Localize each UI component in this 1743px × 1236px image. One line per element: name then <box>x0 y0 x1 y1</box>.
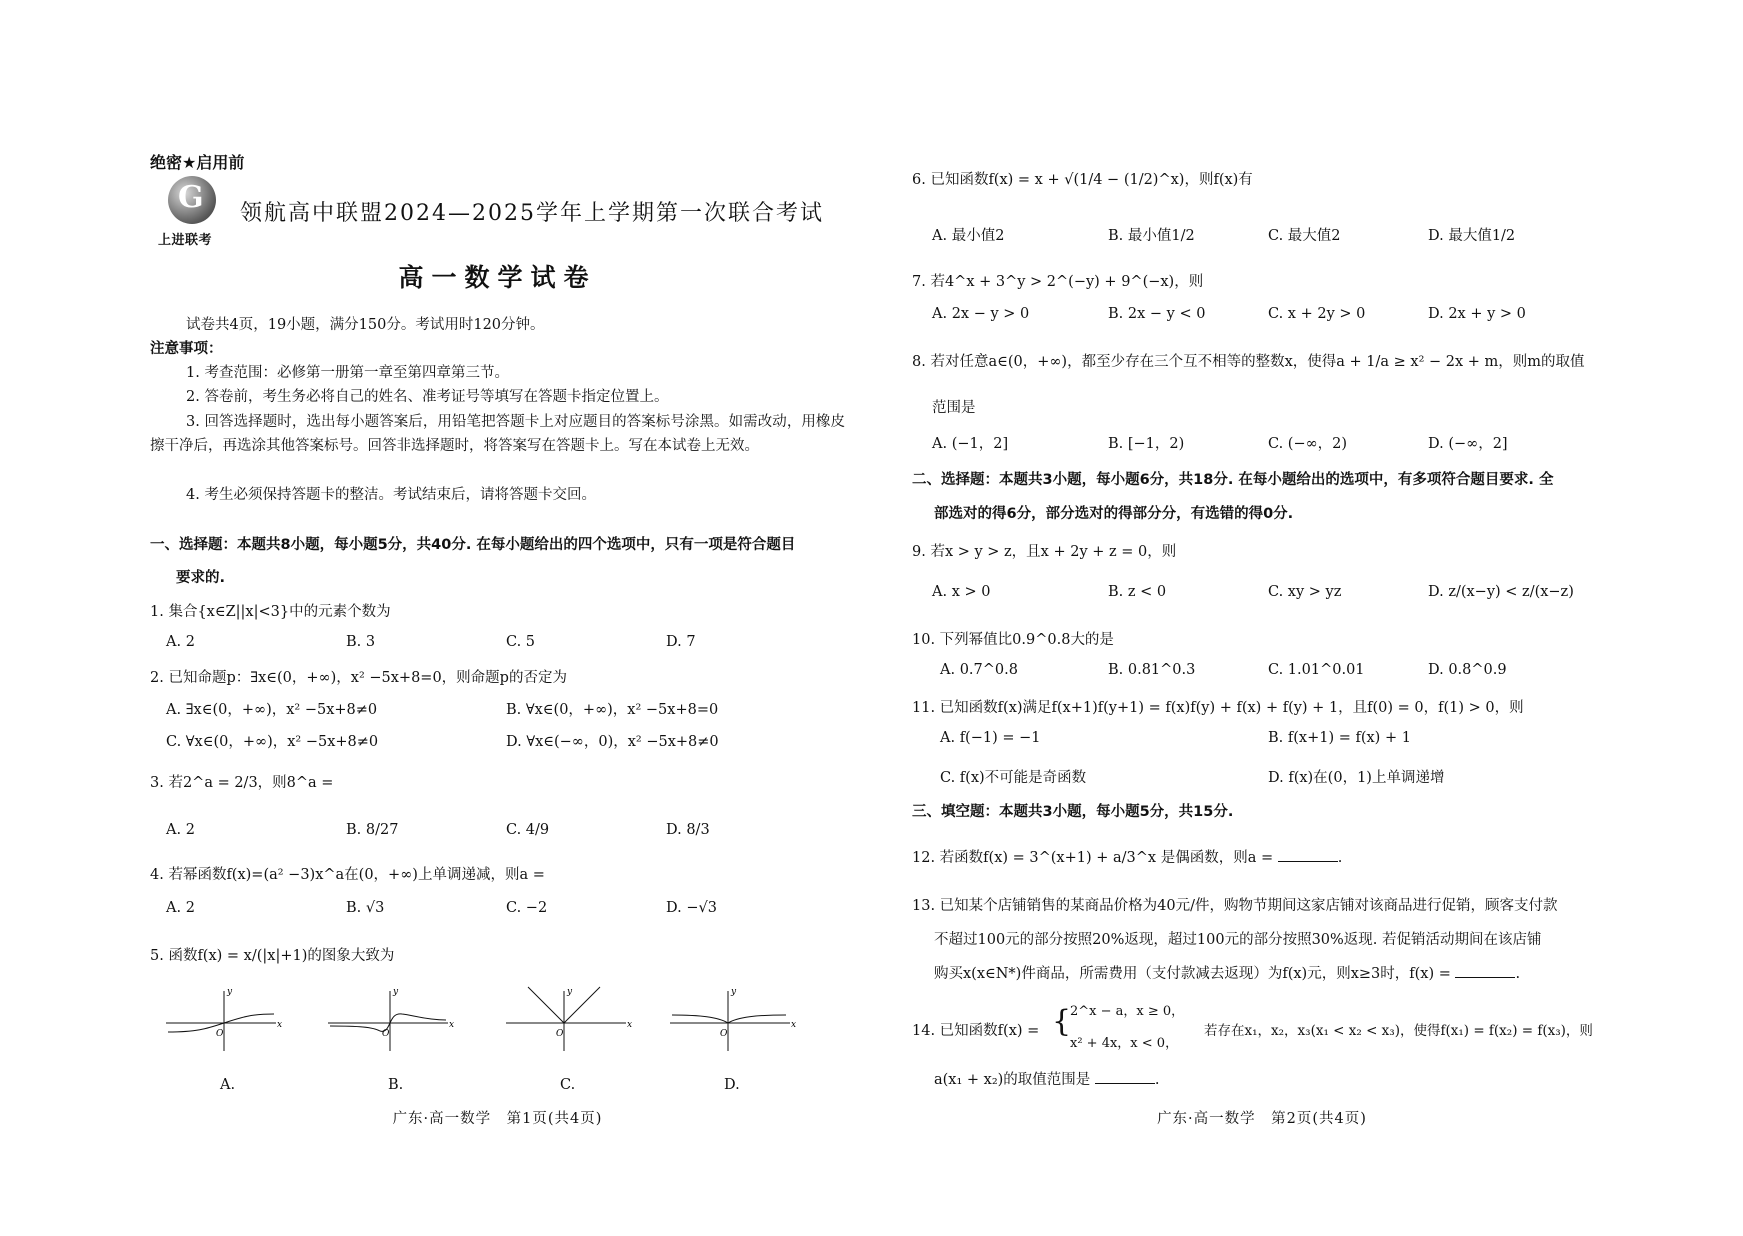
q4-option-b: B. √3 <box>346 900 385 916</box>
q10-option-c: C. 1.01^0.01 <box>1268 662 1365 678</box>
q1-option-a: A. 2 <box>166 634 195 650</box>
notice-item-4: 4. 考生必须保持答题卡的整洁。考试结束后，请将答题卡交回。 <box>186 487 596 503</box>
q4-option-c: C. −2 <box>506 900 548 916</box>
page-2-footer: 广东·高一数学 第2页(共4页) <box>1157 1111 1367 1127</box>
page-2 <box>912 0 1612 1236</box>
q10-option-a: A. 0.7^0.8 <box>940 662 1018 678</box>
q14-answer-blank <box>1095 1069 1155 1084</box>
subject-title: 高一数学试卷 <box>398 263 597 292</box>
question-12-text: 12. 若函数f(x) = 3^(x+1) + a/3^x 是偶函数，则a = <box>912 850 1274 866</box>
q9-option-d: D. z/(x−y) < z/(x−z) <box>1428 584 1574 600</box>
logo-glyph: G <box>178 180 204 215</box>
section-2-heading-cont: 部选对的得6分，部分选对的得部分分，有选错的得0分. <box>934 506 1294 522</box>
graph-a-x-label: x <box>277 1020 283 1030</box>
q11-option-a: A. f(−1) = −1 <box>940 730 1041 746</box>
question-14: 14. 已知函数f(x) = <box>912 1023 1040 1039</box>
graph-b-x-label: x <box>449 1020 455 1030</box>
q5-label-d: D. <box>724 1077 740 1093</box>
q14-case-2: x² + 4x，x < 0， <box>1070 1036 1179 1051</box>
notice-item-1: 1. 考查范围：必修第一册第一章至第四章第三节。 <box>186 365 509 381</box>
graph-a-origin: O <box>216 1029 224 1039</box>
q1-option-b: B. 3 <box>346 634 376 650</box>
q14-end-dot: . <box>1154 1072 1160 1088</box>
q10-option-d: D. 0.8^0.9 <box>1428 662 1507 678</box>
question-6: 6. 已知函数f(x) = x + √(1/4 − (1/2)^x)，则f(x)有 <box>912 172 1253 188</box>
exam-title: 领航高中联盟2024—2025学年上学期第一次联合考试 <box>240 201 824 226</box>
question-8: 8. 若对任意a∈(0，+∞)，都至少存在三个互不相等的整数x，使得a + 1/a ≥ x² − 2x + m，则m的取值 <box>912 354 1585 370</box>
q9-option-c: C. xy > yz <box>1268 584 1342 600</box>
q7-option-d: D. 2x + y > 0 <box>1428 306 1526 322</box>
q2-option-d: D. ∀x∈(−∞，0)，x² −5x+8≠0 <box>506 734 719 750</box>
q8-option-d: D. (−∞，2] <box>1428 436 1508 452</box>
q3-option-b: B. 8/27 <box>346 822 399 838</box>
notice-item-3: 3. 回答选择题时，选出每小题答案后，用铅笔把答题卡上对应题目的答案标号涂黑。如需改动，用橡皮擦干净后，再选涂其他答案标号。回答非选择题时，将答案写在答题卡上。写在本试卷上无效。 <box>150 414 845 454</box>
notice-item-2: 2. 答卷前，考生务必将自己的姓名、准考证号等填写在答题卡指定位置上。 <box>186 389 669 405</box>
q5-label-c: C. <box>560 1077 576 1093</box>
q6-option-d: D. 最大值1/2 <box>1428 228 1516 244</box>
question-9: 9. 若x > y > z，且x + 2y + z = 0，则 <box>912 544 1177 560</box>
question-12 <box>912 846 1342 867</box>
q5-label-a: A. <box>220 1077 236 1093</box>
q11-option-b: B. f(x+1) = f(x) + 1 <box>1268 730 1411 746</box>
graph-c-left-branch <box>528 987 564 1023</box>
q7-option-c: C. x + 2y > 0 <box>1268 306 1366 322</box>
q10-option-b: B. 0.81^0.3 <box>1108 662 1196 678</box>
graph-d-curve <box>672 1015 786 1023</box>
q6-option-a: A. 最小值2 <box>932 228 1005 244</box>
q1-option-d: D. 7 <box>666 634 696 650</box>
q12-answer-blank <box>1278 847 1338 862</box>
question-13-line-3-text: 购买x(x∈N*)件商品，所需费用（支付款减去返现）为f(x)元，则x≥3时，f(x) = <box>934 966 1451 982</box>
q5-graph-b <box>328 985 458 1055</box>
q4-option-d: D. −√3 <box>666 900 717 916</box>
page-1-footer: 广东·高一数学 第1页(共4页) <box>392 1111 603 1127</box>
question-4: 4. 若幂函数f(x)=(a² −3)x^a在(0，+∞)上单调递减，则a = <box>150 867 545 883</box>
q13-answer-blank <box>1455 963 1515 978</box>
q3-option-a: A. 2 <box>166 822 195 838</box>
question-13: 13. 已知某个店铺销售的某商品价格为40元/件，购物节期间这家店铺对该商品进行促销，顾客支付款 <box>912 898 1558 914</box>
q7-option-a: A. 2x − y > 0 <box>932 306 1030 322</box>
q14-brace-icon: { <box>1052 1004 1072 1039</box>
q8-option-a: A. (−1，2] <box>932 436 1009 452</box>
q11-option-d: D. f(x)在(0，1)上单调递增 <box>1268 770 1445 786</box>
question-10: 10. 下列幂值比0.9^0.8大的是 <box>912 632 1114 648</box>
question-8-cont: 范围是 <box>932 400 976 416</box>
graph-b-origin: O <box>382 1029 390 1039</box>
graph-d-y-label: y <box>731 987 737 997</box>
q8-option-b: B. [−1，2) <box>1108 436 1185 452</box>
q12-end-dot: . <box>1337 850 1343 866</box>
question-14-line-2-text: a(x₁ + x₂)的取值范围是 <box>934 1072 1091 1088</box>
section-1-heading-cont: 要求的. <box>176 570 226 586</box>
question-13-line-3 <box>934 962 1520 983</box>
graph-a-y-label: y <box>227 987 233 997</box>
question-3: 3. 若2^a = 2/3，则8^a = <box>150 775 334 791</box>
question-14-line-2 <box>934 1068 1160 1089</box>
exam-intro: 试卷共4页，19小题，满分150分。考试用时120分钟。 <box>186 317 545 333</box>
graph-c-origin: O <box>556 1029 564 1039</box>
question-5: 5. 函数f(x) = x/(|x|+1)的图象大致为 <box>150 948 395 964</box>
question-1: 1. 集合{x∈Z||x|<3}中的元素个数为 <box>150 604 391 620</box>
question-2: 2. 已知命题p：∃x∈(0，+∞)，x² −5x+8=0，则命题p的否定为 <box>150 670 567 686</box>
q4-option-a: A. 2 <box>166 900 195 916</box>
q9-option-a: A. x > 0 <box>932 584 991 600</box>
question-14-cont: 若存在x₁，x₂，x₃(x₁ < x₂ < x₃)，使得f(x₁) = f(x₂) = f(x₃)，则 <box>1204 1023 1593 1039</box>
q5-label-b: B. <box>388 1077 404 1093</box>
q8-option-c: C. (−∞，2) <box>1268 436 1348 452</box>
section-2-heading: 二、选择题：本题共3小题，每小题6分，共18分. 在每小题给出的选项中，有多项符合题目要求. 全 <box>912 472 1554 488</box>
q13-end-dot: . <box>1515 966 1521 982</box>
q6-option-c: C. 最大值2 <box>1268 228 1341 244</box>
q11-option-c: C. f(x)不可能是奇函数 <box>940 770 1087 786</box>
q5-graph-d <box>670 985 800 1055</box>
graph-b-y-label: y <box>393 987 399 997</box>
q3-option-c: C. 4/9 <box>506 822 550 838</box>
q7-option-b: B. 2x − y < 0 <box>1108 306 1206 322</box>
graph-c-x-label: x <box>627 1020 633 1030</box>
q6-option-b: B. 最小值1/2 <box>1108 228 1195 244</box>
logo-text: 上进联考 <box>158 233 213 248</box>
graph-d-origin: O <box>720 1029 728 1039</box>
page-1 <box>150 0 845 1236</box>
question-7: 7. 若4^x + 3^y > 2^(−y) + 9^(−x)，则 <box>912 274 1204 290</box>
q9-option-b: B. z < 0 <box>1108 584 1167 600</box>
q5-graph-a <box>166 985 286 1055</box>
q14-case-1: 2^x − a，x ≥ 0， <box>1070 1004 1185 1019</box>
logo <box>158 176 226 250</box>
q2-option-c: C. ∀x∈(0，+∞)，x² −5x+8≠0 <box>166 734 379 750</box>
section-1-heading: 一、选择题：本题共8小题，每小题5分，共40分. 在每小题给出的四个选项中，只有一项是符合题目 <box>150 537 796 553</box>
q2-option-b: B. ∀x∈(0，+∞)，x² −5x+8=0 <box>506 702 719 718</box>
q3-option-d: D. 8/3 <box>666 822 710 838</box>
question-13-line-2: 不超过100元的部分按照20%返现，超过100元的部分按照30%返现. 若促销活动期间在该店铺 <box>934 932 1542 948</box>
section-3-heading: 三、填空题：本题共3小题，每小题5分，共15分. <box>912 804 1234 820</box>
secret-label: 绝密★启用前 <box>150 153 245 172</box>
q5-graph-c <box>506 985 636 1055</box>
q2-option-a: A. ∃x∈(0，+∞)，x² −5x+8≠0 <box>166 702 378 718</box>
notice-title: 注意事项： <box>150 341 223 357</box>
graph-d-x-label: x <box>791 1020 797 1030</box>
q1-option-c: C. 5 <box>506 634 536 650</box>
question-11: 11. 已知函数f(x)满足f(x+1)f(y+1) = f(x)f(y) + f(x) + f(y) + 1，且f(0) = 0，f(1) > 0，则 <box>912 700 1524 716</box>
graph-c-y-label: y <box>567 987 573 997</box>
